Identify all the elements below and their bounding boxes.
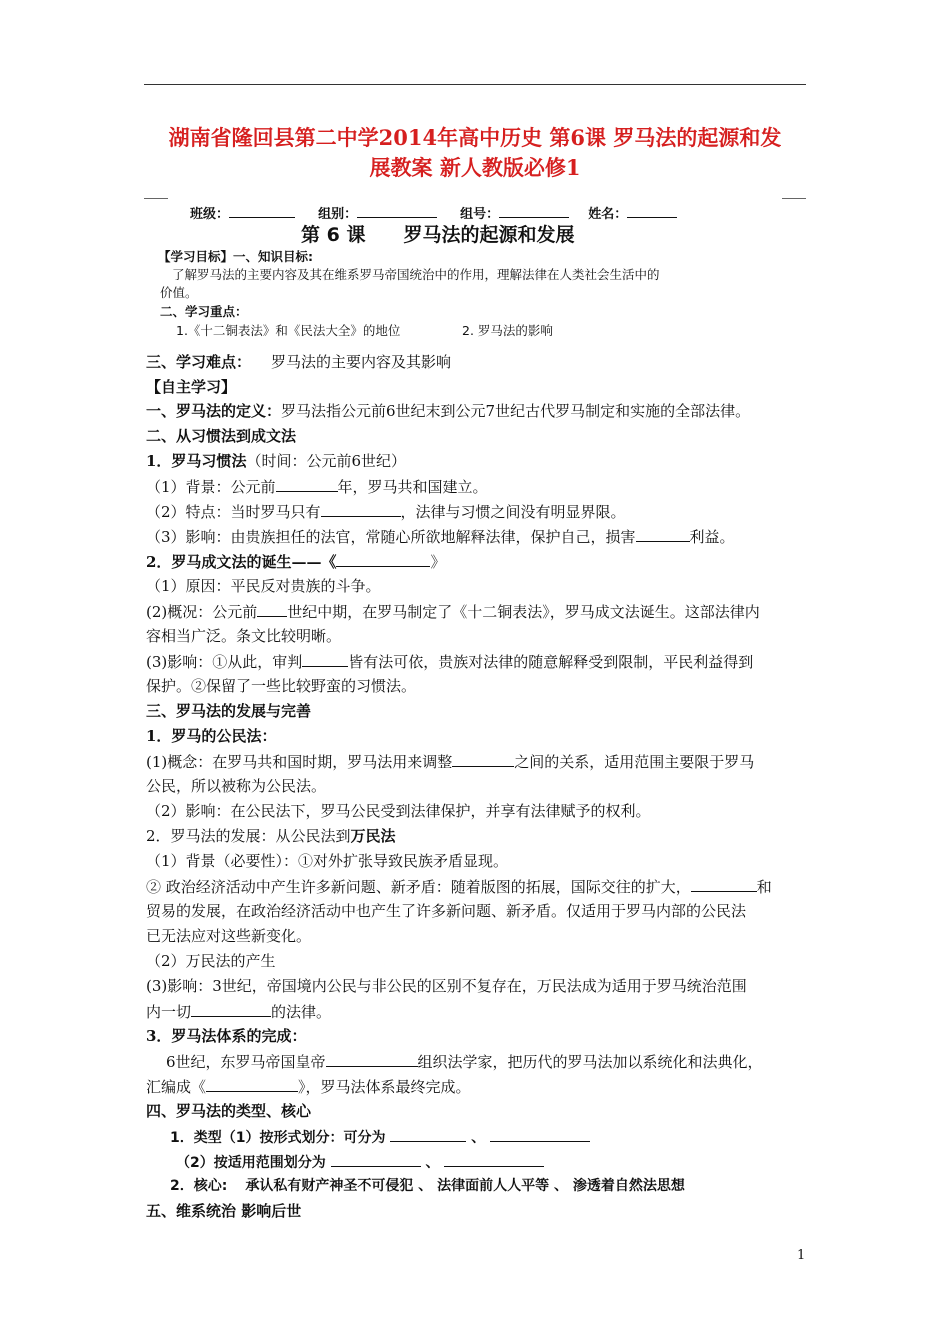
difficulty-label: 三、学习难点： [146,353,252,371]
s2-1-note: （时间：公元前6世纪） [246,452,406,470]
s2-2-c-post: 皆有法可依，贵族对法律的随意解释受到限制，平民利益得到 [348,653,754,671]
s4-1-blank-2 [490,1125,590,1142]
s2-2-c-line2: 保护。②保留了一些比较野蛮的习惯法。 [146,677,417,695]
s2-2-row [146,550,445,572]
lesson-heading [301,220,574,247]
s3-2-pre: 2．罗马法的发展：从公民法到 [146,827,351,845]
s4-2-blank-1 [331,1150,421,1167]
s3-2-row [146,825,396,846]
focus-item-2: 2. 罗马法的影响 [462,323,553,338]
s4-2-sep: 、 [425,1155,440,1171]
s2-1-label: 1．罗马习惯法 [146,452,247,470]
s3-3-b-blank [206,1075,298,1092]
s2-1-c-row [146,525,735,547]
left-mark [144,198,168,199]
s3-2-b-row [146,875,772,897]
s3-2-c: （2）万民法的产生 [146,952,276,970]
s2-2-a: （1）原因：平民反对贵族的斗争。 [146,577,381,595]
name-blank [627,201,677,218]
s3-2-d: (3)影响：3世纪，帝国境内公民与非公民的区别不复存在，万民法成为适用于罗马统治范围 [146,977,747,995]
s4-3-row [170,1175,685,1195]
s4-1-blank-1 [390,1125,466,1142]
s2-1-b-post: ，法律与习惯之间没有明显界限。 [400,503,626,521]
s2-1-b-row [146,500,626,522]
s2-1-row [146,450,406,471]
s3-1-label: 1．罗马的公民法： [146,727,277,745]
s4-3-items: 承认私有财产神圣不可侵犯 、 法律面前人人平等 、 渗透着自然法思想 [245,1178,685,1194]
s2-1-a-post: 年，罗马共和国建立。 [337,478,488,496]
s3-1-a-row [146,750,754,772]
s5-heading: 五、维系统治 影响后世 [146,1202,302,1220]
s2-2-b-post: 世纪中期，在罗马制定了《十二铜表法》，罗马成文法诞生。这部法律内 [287,603,760,621]
s4-2-blank-2 [444,1150,544,1167]
focus-item-1: 1.《十二铜表法》和《民法大全》的地位 [176,323,401,338]
number-blank [499,201,569,218]
difficulty-text: 罗马法的主要内容及其影响 [271,353,452,371]
s3-2-b-pre: ② 政治经济活动中产生许多新问题、新矛盾：随着版图的拓展，国际交往的扩大， [146,878,691,896]
s3-3-a-post: 组织法学家，把历代的罗马法加以系统化和法典化， [417,1053,763,1071]
group-blank [357,201,437,218]
s3-2-d-line2-pre: 内一切 [146,1003,192,1021]
self-study-heading: 【自主学习】 [146,378,237,396]
s3-1-a-pre: (1)概念：在罗马共和国时期，罗马法用来调整 [146,753,453,771]
s2-1-b-pre: （2）特点：当时罗马只有 [146,503,321,521]
s2-2-b-line2: 容相当广泛。条文比较明晰。 [146,627,342,645]
s3-2-b-line2: 贸易的发展，在政治经济活动中也产生了许多新问题、新矛盾。仅适用于罗马内部的公民法 [146,902,747,920]
s4-3-label: 2．核心: [170,1178,228,1194]
s2-heading: 二、从习惯法到成文法 [146,427,297,445]
s2-2-b-pre: (2)概况：公元前 [146,603,258,621]
s3-2-a: （1）背景（必要性）：①对外扩张导致民族矛盾显现。 [146,852,509,870]
s2-2-b-blank [257,600,287,617]
s3-2-b-blank [691,875,757,892]
s4-1-label: 1．类型（1）按形式划分：可分为 [170,1130,386,1146]
group-label: 组别： [318,207,358,222]
s4-2-row [176,1150,544,1172]
s3-2-d-blank [191,1000,271,1017]
s3-3-b-row [146,1075,471,1097]
s2-1-c-post: 利益。 [689,528,735,546]
s3-2-d-line2-post: 的法律。 [271,1003,332,1021]
s3-3-b-post: 》，罗马法体系最终完成。 [298,1078,471,1096]
goals-text-line2: 价值。 [160,285,198,300]
s4-1-sep: 、 [471,1130,486,1146]
lesson-name: 罗马法的起源和发展 [403,224,575,246]
s3-3-b-pre: 汇编成《 [146,1078,207,1096]
s3-2-bold: 万民法 [350,827,396,845]
name-label: 姓名： [588,207,628,222]
s2-2-blank [336,550,430,567]
s3-heading: 三、罗马法的发展与完善 [146,702,312,720]
s3-2-d-line2-row [146,1000,331,1022]
right-mark [782,198,806,199]
s2-1-a-blank [276,475,338,492]
class-label: 班级： [190,207,230,222]
s3-2-b-post: 和 [756,878,772,896]
s2-2-label: 2．罗马成文法的诞生——《 [146,553,337,571]
s2-2-c-pre: (3)影响：①从此，审判 [146,653,303,671]
s2-1-c-blank [636,525,690,542]
class-blank [229,201,295,218]
s2-2-c-row [146,650,753,672]
s2-2-b-row [146,600,760,622]
lesson-number: 第 6 课 [301,224,366,246]
s4-heading: 四、罗马法的类型、核心 [146,1102,312,1120]
s2-1-b-blank [321,500,401,517]
goals-label: 【学习目标】一、知识目标: [158,249,313,264]
s3-3-a-blank [326,1050,418,1067]
s1-label: 一、罗马法的定义： [146,402,282,420]
s2-1-a-pre: （1）背景：公元前 [146,478,276,496]
document-title-line2: 展教案 新人教版必修1 [369,155,581,180]
header-fields [190,201,677,222]
difficulty-row [146,351,451,372]
page-number: 1 [797,1248,806,1263]
s2-2-close: 》 [430,553,446,571]
number-label: 组号： [460,207,500,222]
s3-3-label: 3．罗马法体系的完成： [146,1027,307,1045]
goals-text-line1: 了解罗马法的主要内容及其在维系罗马帝国统治中的作用，理解法律在人类社会生活中的 [172,267,660,282]
header-rule [144,84,806,85]
s2-2-c-blank [302,650,348,667]
s3-1-a-blank [452,750,514,767]
s3-1-a-post: 之间的关系，适用范围主要限于罗马 [514,753,755,771]
s3-1-a-line2: 公民，所以被称为公民法。 [146,777,327,795]
s2-1-c-pre: （3）影响：由贵族担任的法官，常随心所欲地解释法律，保护自己，损害 [146,528,636,546]
s4-2-label: （2）按适用范围划分为 [176,1155,326,1171]
s1-text: 罗马法指公元前6世纪末到公元7世纪古代罗马制定和实施的全部法律。 [281,402,751,420]
s4-1-row [170,1125,590,1147]
s3-3-a-pre: 6世纪，东罗马帝国皇帝 [166,1053,326,1071]
focus-label: 二、学习重点： [160,304,248,319]
s2-1-a-row [146,475,488,497]
document-title-line1: 湖南省隆回县第二中学2014年高中历史 第6课 罗马法的起源和发 [168,125,782,150]
s1-row [146,400,750,421]
s3-1-b: （2）影响：在公民法下，罗马公民受到法律保护，并享有法律赋予的权利。 [146,802,651,820]
s3-3-a-row [166,1050,763,1072]
s3-2-b-line3: 已无法应对这些新变化。 [146,927,312,945]
